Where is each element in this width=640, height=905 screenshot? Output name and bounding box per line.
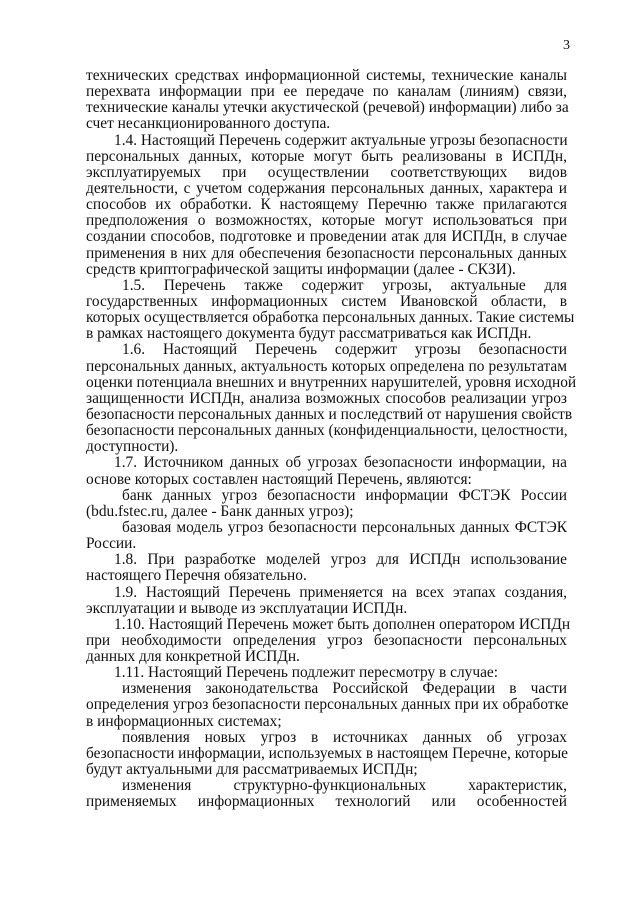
- text-line: определения угроз безопасности персональных данных при их обработке: [86, 696, 569, 714]
- text-line: 1.9. Настоящий Перечень применяется на всех этапах создания,: [114, 583, 567, 601]
- text-line: данных для конкретной ИСПДн.: [86, 648, 300, 666]
- text-line: будут актуальными для рассматриваемых ИСПДн;: [86, 761, 418, 779]
- text-line: создании способов, подготовке и проведении атак для ИСПДн, в случае: [86, 228, 567, 246]
- text-line: которых осуществляется обработка персональных данных. Такие системы: [86, 309, 575, 327]
- text-line: России.: [86, 535, 137, 553]
- text-line: применения в них для обеспечения безопасности персональных данных: [86, 244, 567, 262]
- text-line: 1.8. При разработке моделей угроз для ИСПДн использование: [114, 551, 567, 569]
- text-line: технических средствах информационной системы, технические каналы: [86, 67, 567, 84]
- text-line: 1.4. Настоящий Перечень содержит актуальные угрозы безопасности: [114, 131, 568, 149]
- text-line: 1.6. Настоящий Перечень содержит угрозы безопасности: [122, 341, 567, 359]
- text-line: безопасности персональных данных и последствий от нарушения свойств: [86, 405, 573, 423]
- text-line: способов их обработки. К настоящему Перечню также прилагаются: [86, 196, 567, 214]
- text-line: деятельности, с учетом содержания персональных данных, характера и: [86, 179, 567, 197]
- text-line: настоящего Перечня обязательно.: [86, 567, 307, 585]
- text-line: появления новых угроз в источниках данных об угрозах: [122, 728, 567, 746]
- text-line: технические каналы утечки акустической (речевой) информации) либо за: [86, 99, 569, 117]
- text-line: изменения структурно-функциональных характеристик,: [122, 777, 567, 795]
- text-line: персональных данных, актуальность которых определена по результатам: [86, 357, 567, 375]
- text-line: 1.7. Источником данных об угрозах безопасности информации, на: [114, 454, 567, 472]
- text-line: перехвата информации при ее передаче по каналам (линиям) связи,: [86, 83, 567, 101]
- text-line: персональных данных, которые могут быть реализованы в ИСПДн,: [86, 147, 567, 165]
- text-line: средств криптографической защиты информации (далее - СКЗИ).: [86, 260, 516, 278]
- text-line: основе которых составлен настоящий Перечень, являются:: [86, 470, 472, 488]
- text-line: эксплуатируемых при осуществлении соответствующих видов: [86, 163, 567, 181]
- text-line: 1.10. Настоящий Перечень может быть дополнен оператором ИСПДн: [114, 615, 571, 633]
- text-line: защищенности ИСПДн, анализа возможных способов реализации угроз: [86, 389, 567, 407]
- text-line: базовая модель угроз безопасности персональных данных ФСТЭК: [122, 518, 567, 536]
- text-line: в рамках настоящего документа будут рассматриваться как ИСПДн.: [86, 325, 532, 343]
- text-line: безопасности информации, используемых в настоящем Перечне, которые: [86, 744, 569, 762]
- text-line: счет несанкционированного доступа.: [86, 115, 331, 133]
- text-line: государственных информационных систем Ивановской области, в: [86, 292, 567, 310]
- text-line: доступности).: [86, 438, 179, 456]
- text-line: безопасности персональных данных (конфиденциальности, целостности,: [86, 422, 568, 440]
- text-line: 1.5. Перечень также содержит угрозы, актуальные для: [122, 276, 567, 294]
- text-line: эксплуатации и выводе из эксплуатации ИСПДн.: [86, 599, 408, 617]
- page-number: 3: [563, 38, 570, 53]
- text-line: в информационных системах;: [86, 712, 282, 730]
- document-body: [86, 67, 577, 811]
- text-line: банк данных угроз безопасности информации ФСТЭК России: [122, 486, 567, 504]
- text-line: (bdu.fstec.ru, далее - Банк данных угроз);: [86, 502, 354, 520]
- text-line: 1.11. Настоящий Перечень подлежит пересмотру в случае:: [114, 664, 499, 682]
- text-line: применяемых информационных технологий или особенностей: [86, 793, 567, 811]
- text-line: оценки потенциала внешних и внутренних нарушителей, уровня исходной: [86, 373, 577, 391]
- text-line: при необходимости определения угроз безопасности персональных: [86, 631, 567, 649]
- text-line: предположения о возможностях, которые могут использоваться при: [86, 212, 567, 230]
- text-line: изменения законодательства Российской Федерации в части: [122, 680, 567, 698]
